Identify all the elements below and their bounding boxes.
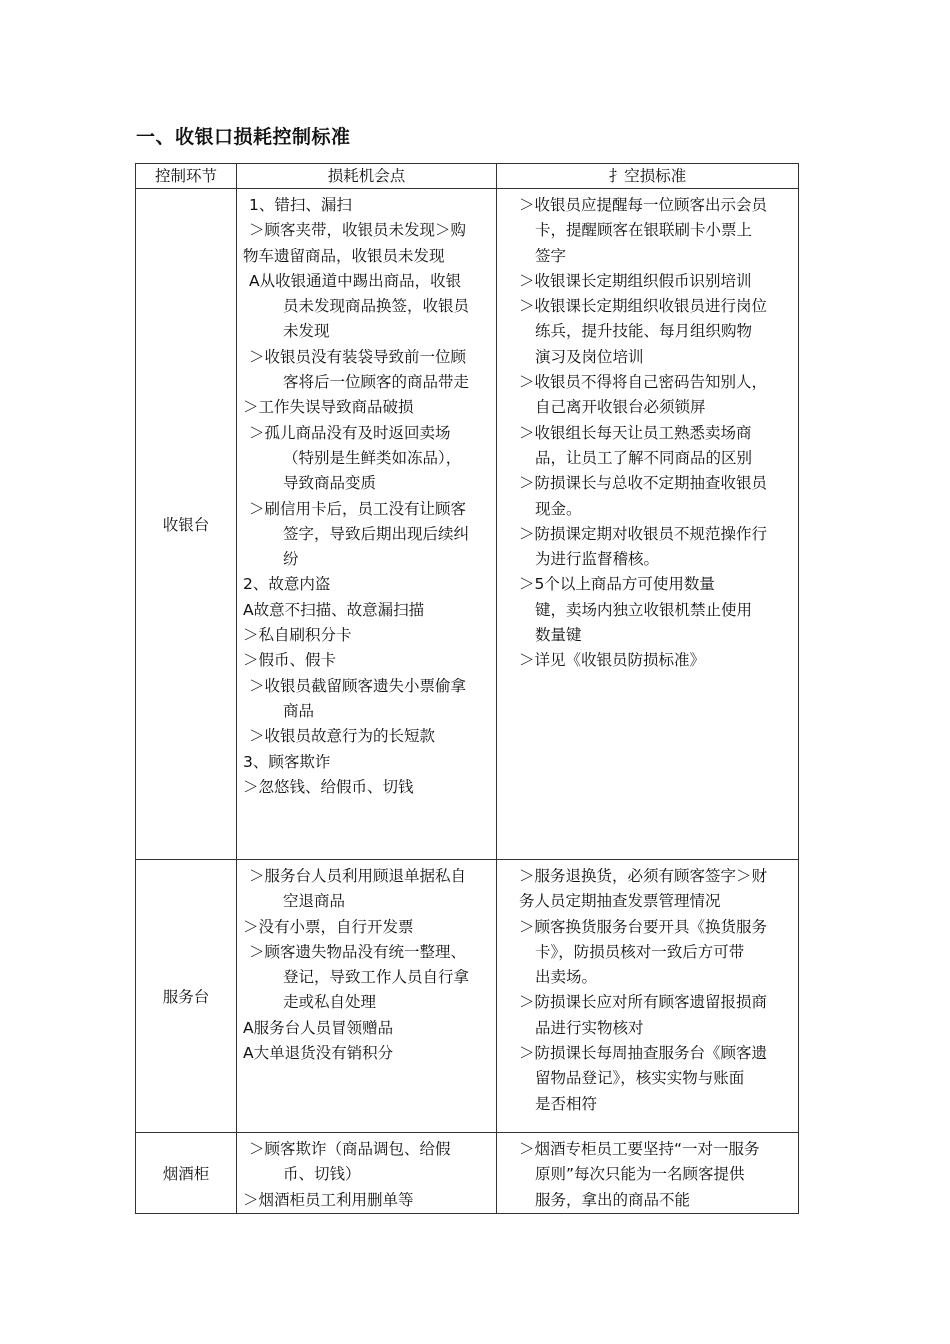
list-item: 练兵，提升技能、每月组织购物 xyxy=(535,322,753,341)
list-item: ＞收银员截留顾客遗失小票偷拿 xyxy=(249,676,467,695)
list-item: 卡》，防损员核对一致后方可带 xyxy=(535,942,745,961)
list-item: ＞防损课长每周抽查服务台《顾客遗 xyxy=(519,1044,768,1063)
page-title: 一、收银口损耗控制标准 xyxy=(136,126,351,148)
list-item: 纷 xyxy=(283,550,299,569)
opportunities-cell xyxy=(237,1133,497,1214)
list-item: 登记，导致工作人员自行拿 xyxy=(283,968,470,987)
list-item: 3、顾客欺诈 xyxy=(243,752,331,771)
list-item: 是否相符 xyxy=(535,1094,598,1113)
list-item: 务人员定期抽查发票管理情况 xyxy=(519,892,721,911)
list-item: 数量键 xyxy=(535,626,582,645)
list-item: ＞私自刷积分卡 xyxy=(243,626,352,645)
list-item: ＞顾客夹带，收银员未发现＞购 xyxy=(249,221,467,240)
list-item: 为进行监督稽核。 xyxy=(535,550,660,569)
list-item: 留物品登记》，核实实物与账面 xyxy=(535,1069,745,1088)
list-item: 品，让员工了解不同商品的区别 xyxy=(535,448,753,467)
list-item: ＞收银课长定期组织假币识别培训 xyxy=(519,271,752,290)
table-row xyxy=(136,860,799,1133)
list-item: ＞烟酒专柜员工要坚持“一对一服务 xyxy=(519,1140,760,1158)
table-row xyxy=(136,1133,799,1214)
list-item: 导致商品变质 xyxy=(283,474,377,493)
list-item: 服务，拿出的商品不能 xyxy=(535,1190,691,1209)
list-item: 走或私自处理 xyxy=(283,993,377,1012)
list-item: ＞防损课长与总收不定期抽查收银员 xyxy=(519,474,768,493)
list-item: A大单退货没有销积分 xyxy=(243,1044,394,1063)
list-item: A服务台人员冒领赠品 xyxy=(243,1018,394,1037)
list-item: 自己离开收银台必须锁屏 xyxy=(535,398,706,417)
list-item: ＞收银员不得将自己密码告知别人， xyxy=(519,373,768,392)
list-item: 原则”每次只能为一名顾客提供 xyxy=(535,1165,745,1184)
list-item: 现金。 xyxy=(535,499,582,518)
list-item: 员未发现商品换签，收银员 xyxy=(283,297,470,316)
list-item: ＞收银课长定期组织收银员进行岗位 xyxy=(519,297,768,316)
list-item: ＞顾客欺诈（商品调包、给假 xyxy=(249,1140,451,1158)
list-item: 商品 xyxy=(283,701,315,720)
loss-control-table xyxy=(135,163,799,1214)
list-item: 卡，提醒顾客在银联刷卡小票上 xyxy=(535,221,753,240)
opportunities-cell xyxy=(237,860,497,1133)
row-label-service-desk: 服务台 xyxy=(136,860,237,1133)
list-item: 未发现 xyxy=(283,322,330,341)
list-item: 键，卖场内独立收银机禁止使用 xyxy=(535,600,753,619)
header-loss-standard: 扌空损标准 xyxy=(497,164,799,189)
list-item: ＞5个以上商品方可使用数量 xyxy=(519,575,715,594)
list-item: 2、故意内盗 xyxy=(243,575,331,594)
list-item: A从收银通道中踢出商品，收银 xyxy=(249,271,462,290)
list-item: ＞顾客换货服务台要开具《换货服务 xyxy=(519,917,768,936)
list-item: 签字，导致后期出现后续纠 xyxy=(283,524,470,543)
table-row xyxy=(136,189,799,860)
list-item: ＞收银员应提醒每一位顾客出示会员 xyxy=(519,196,768,214)
list-item: ＞详见《收银员防损标准》 xyxy=(519,651,706,670)
list-item: ＞假币、假卡 xyxy=(243,651,337,670)
standards-cell xyxy=(497,1133,799,1214)
list-item: ＞烟酒柜员工利用删单等 xyxy=(243,1190,414,1209)
header-control-stage: 控制环节 xyxy=(136,164,237,189)
list-item: ＞收银组长每天让员工熟悉卖场商 xyxy=(519,423,752,442)
list-item: ＞顾客遗失物品没有统一整理、 xyxy=(249,942,467,961)
standards-cell xyxy=(497,860,799,1133)
list-item: ＞服务退换货，必须有顾客签字＞财 xyxy=(519,867,768,885)
list-item: 币、切钱） xyxy=(283,1165,361,1184)
list-item: ＞收银员没有装袋导致前一位顾 xyxy=(249,347,467,366)
list-item: ＞忽悠钱、给假币、切钱 xyxy=(243,777,414,796)
list-item: A故意不扫描、故意漏扫描 xyxy=(243,600,425,619)
standards-cell xyxy=(497,189,799,860)
list-item: 物车遗留商品，收银员未发现 xyxy=(243,246,445,265)
list-item: ＞刷信用卡后，员工没有让顾客 xyxy=(249,499,467,518)
row-label-tobacco-counter: 烟酒柜 xyxy=(136,1133,237,1214)
list-item: ＞收银员故意行为的长短款 xyxy=(249,727,436,746)
list-item: ＞防损课长应对所有顾客遗留报损商 xyxy=(519,993,768,1012)
list-item: ＞服务台人员利用顾退单据私自 xyxy=(249,867,467,885)
row-label-cashier: 收银台 xyxy=(136,189,237,860)
list-item: 演习及岗位培训 xyxy=(535,347,644,366)
opportunities-cell xyxy=(237,189,497,860)
list-item: ＞没有小票，自行开发票 xyxy=(243,917,414,936)
list-item: ＞孤儿商品没有及时返回卖场 xyxy=(249,423,451,442)
list-item: 客将后一位顾客的商品带走 xyxy=(283,373,470,392)
list-item: 出卖场。 xyxy=(535,968,598,987)
list-item: ＞工作失误导致商品破损 xyxy=(243,398,414,417)
list-item: 品进行实物核对 xyxy=(535,1018,644,1037)
header-loss-opportunity: 损耗机会点 xyxy=(237,164,497,189)
table-header-row xyxy=(136,164,799,189)
list-item: 1、错扫、漏扫 xyxy=(249,196,352,214)
list-item: （特别是生鲜类如冻品）， xyxy=(283,448,462,467)
list-item: 签字 xyxy=(535,246,567,265)
list-item: 空退商品 xyxy=(283,892,346,911)
list-item: ＞防损课定期对收银员不规范操作行 xyxy=(519,524,768,543)
